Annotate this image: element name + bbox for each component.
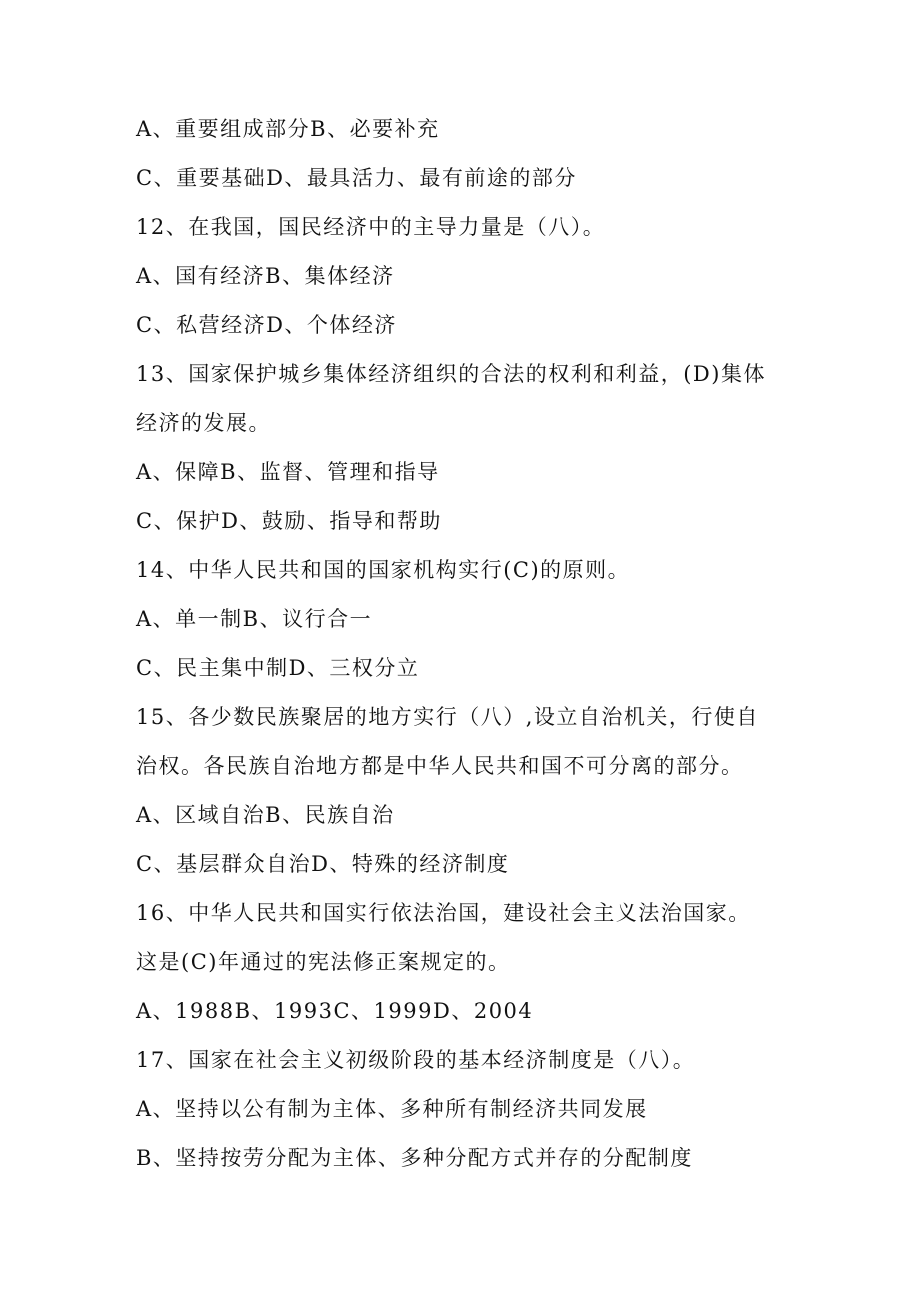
question-16-part-2: 这是(C)年通过的宪法修正案规定的。: [136, 950, 511, 974]
option-line-17-b: B、坚持按劳分配为主体、多种分配方式并存的分配制度: [136, 1146, 693, 1170]
option-line-13-cd: C、保护D、鼓励、指导和帮助: [136, 509, 442, 533]
option-line-11-ab: A、重要组成部分B、必要补充: [136, 117, 440, 141]
question-17: 17、国家在社会主义初级阶段的基本经济制度是（八）。: [136, 1048, 696, 1072]
question-15-part-2: 治权。各民族自治地方都是中华人民共和国不可分离的部分。: [136, 754, 744, 778]
option-line-15-ab: A、区域自治B、民族自治: [136, 803, 395, 827]
option-line-17-a: A、坚持以公有制为主体、多种所有制经济共同发展: [136, 1097, 648, 1121]
document-body: [136, 105, 796, 1183]
option-line-16: A、1988B、1993C、1999D、2004: [136, 999, 534, 1023]
question-13-part-2: 经济的发展。: [136, 411, 271, 435]
option-line-12-cd: C、私营经济D、个体经济: [136, 313, 397, 337]
question-16-part-1: 16、中华人民共和国实行依法治国，建设社会主义法治国家。: [136, 901, 751, 925]
question-12: 12、在我国，国民经济中的主导力量是（八）。: [136, 215, 606, 239]
option-line-14-cd: C、民主集中制D、三权分立: [136, 656, 420, 680]
question-14: 14、中华人民共和国的国家机构实行(C)的原则。: [136, 558, 631, 582]
option-line-12-ab: A、国有经济B、集体经济: [136, 264, 395, 288]
option-line-11-cd: C、重要基础D、最具活力、最有前途的部分: [136, 166, 577, 190]
question-13-part-1: 13、国家保护城乡集体经济组织的合法的权利和利益，(D)集体: [136, 362, 766, 386]
question-15-part-1: 15、各少数民族聚居的地方实行（八）,设立自治机关，行使自: [136, 705, 759, 729]
option-line-15-cd: C、基层群众自治D、特殊的经济制度: [136, 852, 510, 876]
option-line-13-ab: A、保障B、监督、管理和指导: [136, 460, 440, 484]
option-line-14-ab: A、单一制B、议行合一: [136, 607, 373, 631]
